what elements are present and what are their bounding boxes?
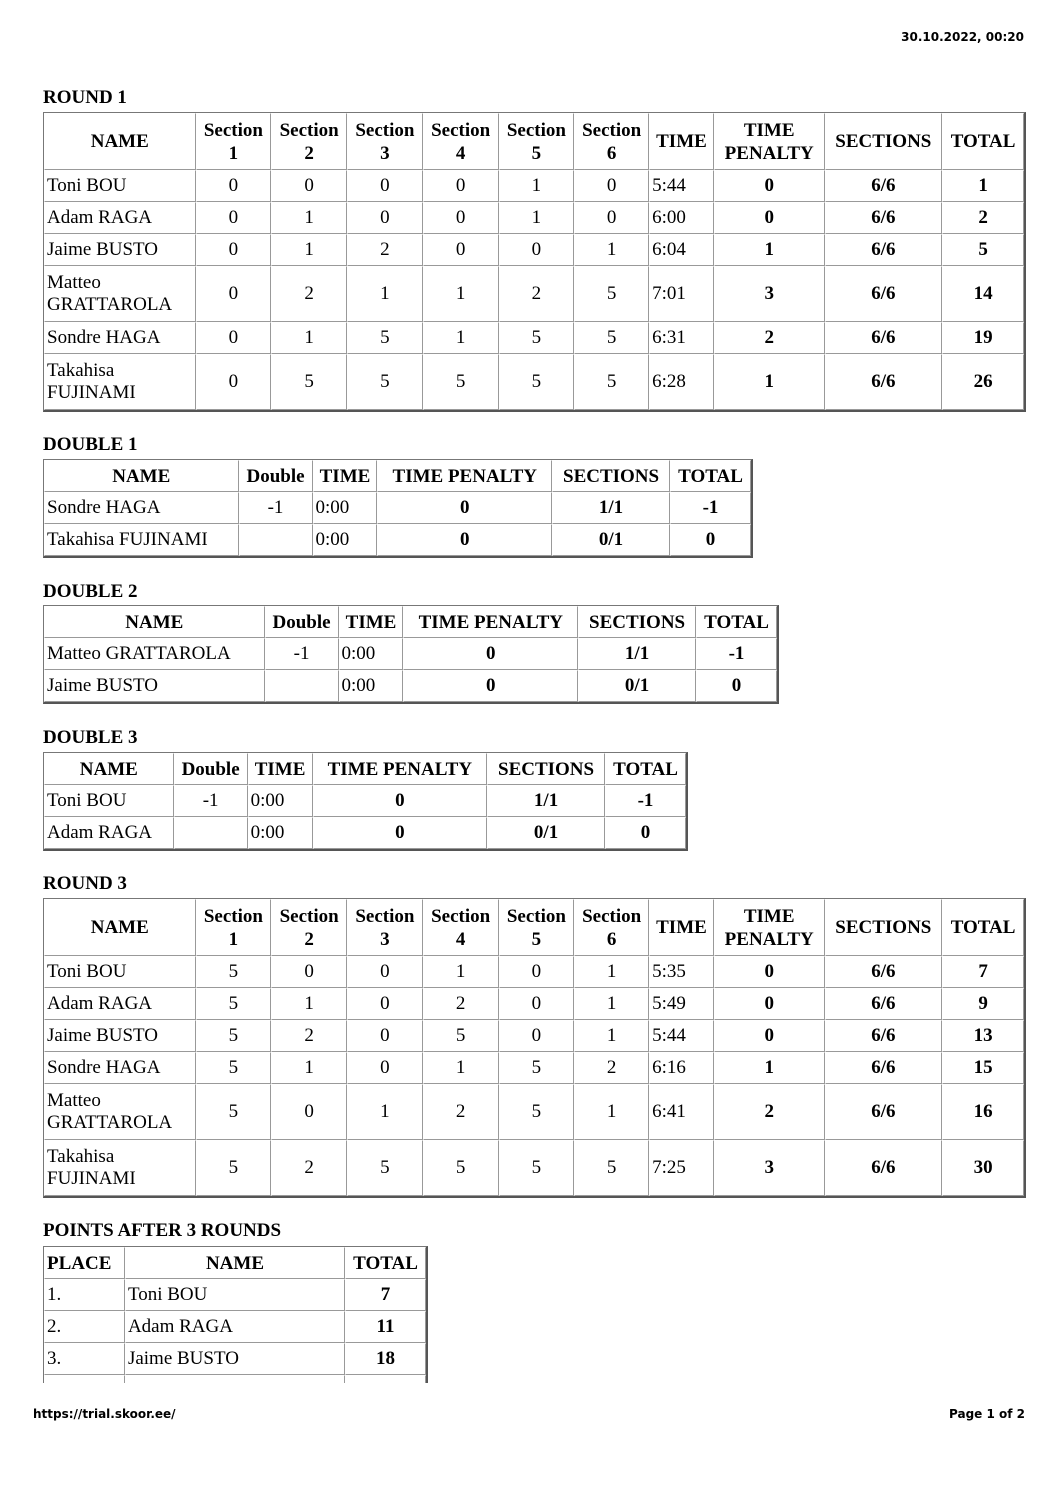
time-penalty-value: 1 [714, 1052, 825, 1084]
table-row [44, 956, 1024, 988]
time-value: 6:41 [649, 1084, 714, 1140]
section-4-score: 5 [423, 1020, 499, 1052]
double2-header-row [44, 606, 777, 638]
round1-table [43, 112, 1026, 412]
rider-name: Jaime BUSTO [44, 670, 265, 702]
sections-value: 1/1 [487, 785, 605, 817]
table-row [44, 170, 1024, 202]
col-place-header: PLACE [44, 1247, 125, 1279]
section-5-score: 5 [499, 1140, 575, 1196]
section-1-score: 0 [196, 354, 272, 410]
col-section-5-header: Section 5 [499, 899, 575, 956]
table-row [44, 817, 686, 849]
time-value: 5:44 [649, 170, 714, 202]
total-value: 16 [942, 1084, 1024, 1140]
section-5-score: 0 [499, 956, 575, 988]
total-value: 11 [345, 1311, 426, 1343]
table-row [44, 1279, 426, 1311]
sections-value: 6/6 [825, 266, 943, 322]
rider-name: Adam RAGA [125, 1311, 345, 1343]
section-2-score: 0 [271, 170, 347, 202]
double-value: -1 [239, 492, 313, 524]
sections-value: 6/6 [825, 956, 943, 988]
rider-name: Takahisa FUJINAMI [44, 524, 239, 556]
rider-name: Jaime BUSTO [44, 234, 196, 266]
section-4-score: 0 [423, 202, 499, 234]
section-5-score: 0 [499, 234, 575, 266]
section-2-score: 1 [271, 234, 347, 266]
col-total-header: TOTAL [670, 460, 751, 492]
col-section-1-header: Section 1 [196, 113, 272, 170]
rider-name: Takahisa FUJINAMI [44, 354, 196, 410]
col-time-penalty-header: TIME PENALTY [403, 606, 578, 638]
double2-table [43, 605, 779, 704]
rider-name: Sondre HAGA [44, 1052, 196, 1084]
rider-name: Adam RAGA [44, 202, 196, 234]
section-6-score: 5 [574, 266, 649, 322]
section-1-score: 0 [196, 322, 272, 354]
time-value: 0:00 [339, 638, 404, 670]
rider-name: Toni BOU [44, 170, 196, 202]
col-total-header: TOTAL [942, 899, 1024, 956]
time-value: 5:35 [649, 956, 714, 988]
place-value: 1. [44, 1279, 125, 1311]
col-total-header: TOTAL [605, 753, 686, 785]
section-4-score: 1 [423, 322, 499, 354]
double1-header-row [44, 460, 751, 492]
table-row [44, 1052, 1024, 1084]
time-penalty-value: 2 [714, 322, 825, 354]
col-section-6-header: Section 6 [574, 113, 649, 170]
table-row [44, 202, 1024, 234]
section-3-score: 0 [347, 988, 423, 1020]
place-value: 2. [44, 1311, 125, 1343]
section-4-score: 1 [423, 1052, 499, 1084]
rider-name: Takahisa FUJINAMI [44, 1140, 196, 1196]
section-3-score: 1 [347, 266, 423, 322]
section-5-score: 5 [499, 1052, 575, 1084]
col-time-penalty-header: TIME PENALTY [714, 899, 825, 956]
time-value: 6:28 [649, 354, 714, 410]
col-section-1-header: Section 1 [196, 899, 272, 956]
section-5-score: 1 [499, 170, 575, 202]
col-double-header: Double [174, 753, 248, 785]
rider-name: Adam RAGA [44, 817, 174, 849]
total-value: 13 [942, 1020, 1024, 1052]
time-value: 7:01 [649, 266, 714, 322]
col-time-header: TIME [248, 753, 313, 785]
table-row [44, 670, 777, 702]
section-5-score: 5 [499, 322, 575, 354]
table-row [44, 322, 1024, 354]
section-6-score: 1 [574, 956, 649, 988]
section-6-score: 0 [574, 170, 649, 202]
section-5-score: 5 [499, 354, 575, 410]
table-row [44, 524, 751, 556]
section-3-score: 0 [347, 202, 423, 234]
col-total-header: TOTAL [345, 1247, 426, 1279]
rider-name: Adam RAGA [44, 988, 196, 1020]
col-double-header: Double [265, 606, 339, 638]
sections-value: 6/6 [825, 1140, 943, 1196]
total-value: 0 [605, 817, 686, 849]
total-value: 18 [345, 1343, 426, 1375]
table-row [44, 1343, 426, 1375]
time-penalty-value: 1 [714, 354, 825, 410]
section-4-score: 2 [423, 988, 499, 1020]
section-3-score: 2 [347, 234, 423, 266]
col-time-penalty-header: TIME PENALTY [714, 113, 825, 170]
time-penalty-value: 0 [714, 170, 825, 202]
col-double-header: Double [239, 460, 313, 492]
section-6-score: 0 [574, 202, 649, 234]
col-time-header: TIME [649, 113, 714, 170]
table-row [44, 1084, 1024, 1140]
section-1-score: 5 [196, 988, 272, 1020]
section-4-score: 0 [423, 234, 499, 266]
section-1-score: 0 [196, 170, 272, 202]
col-section-3-header: Section 3 [347, 899, 423, 956]
section-5-score: 2 [499, 266, 575, 322]
double2-title: DOUBLE 2 [43, 581, 138, 602]
section-4-score: 0 [423, 170, 499, 202]
points-header-row [44, 1247, 426, 1279]
col-time-penalty-header: TIME PENALTY [377, 460, 552, 492]
sections-value: 6/6 [825, 170, 943, 202]
total-value: 14 [942, 266, 1024, 322]
time-penalty-value: 0 [377, 524, 552, 556]
col-name-header: NAME [44, 460, 239, 492]
section-3-score: 1 [347, 1084, 423, 1140]
col-name-header: NAME [44, 606, 265, 638]
col-section-6-header: Section 6 [574, 899, 649, 956]
sections-value: 0/1 [487, 817, 605, 849]
time-penalty-value: 0 [714, 1020, 825, 1052]
empty-cell [345, 1375, 426, 1383]
section-6-score: 1 [574, 1084, 649, 1140]
time-value: 6:31 [649, 322, 714, 354]
table-row [44, 354, 1024, 410]
time-penalty-value: 0 [714, 202, 825, 234]
time-penalty-value: 0 [403, 670, 578, 702]
total-value: 5 [942, 234, 1024, 266]
section-6-score: 1 [574, 988, 649, 1020]
double-value [239, 524, 313, 556]
col-sections-header: SECTIONS [825, 899, 943, 956]
total-value: 26 [942, 354, 1024, 410]
section-2-score: 1 [271, 322, 347, 354]
col-total-header: TOTAL [696, 606, 777, 638]
sections-value: 6/6 [825, 1020, 943, 1052]
sections-value: 6/6 [825, 234, 943, 266]
total-value: 9 [942, 988, 1024, 1020]
section-5-score: 1 [499, 202, 575, 234]
points-table [43, 1246, 428, 1383]
sections-value: 6/6 [825, 1084, 943, 1140]
time-penalty-value: 0 [714, 956, 825, 988]
round3-title: ROUND 3 [43, 873, 127, 894]
col-sections-header: SECTIONS [487, 753, 605, 785]
sections-value: 0/1 [552, 524, 670, 556]
section-6-score: 5 [574, 1140, 649, 1196]
print-datetime: 30.10.2022, 00:20 [901, 30, 1024, 44]
double-value: -1 [265, 638, 339, 670]
total-value: 7 [345, 1279, 426, 1311]
section-3-score: 0 [347, 170, 423, 202]
time-penalty-value: 0 [377, 492, 552, 524]
time-value: 0:00 [248, 785, 313, 817]
time-value: 6:04 [649, 234, 714, 266]
section-6-score: 1 [574, 234, 649, 266]
total-value: 1 [942, 170, 1024, 202]
time-value: 7:25 [649, 1140, 714, 1196]
total-value: 7 [942, 956, 1024, 988]
footer-url: https://trial.skoor.ee/ [33, 1407, 176, 1421]
table-row [44, 1020, 1024, 1052]
time-penalty-value: 0 [403, 638, 578, 670]
table-row [44, 266, 1024, 322]
section-1-score: 5 [196, 1020, 272, 1052]
col-section-5-header: Section 5 [499, 113, 575, 170]
empty-cell [125, 1375, 345, 1383]
rider-name: Jaime BUSTO [44, 1020, 196, 1052]
col-section-4-header: Section 4 [423, 113, 499, 170]
section-6-score: 2 [574, 1052, 649, 1084]
double1-table [43, 459, 753, 558]
section-1-score: 5 [196, 956, 272, 988]
total-value: 0 [670, 524, 751, 556]
time-penalty-value: 3 [714, 1140, 825, 1196]
section-1-score: 5 [196, 1052, 272, 1084]
total-value: -1 [670, 492, 751, 524]
rider-name: Toni BOU [44, 956, 196, 988]
section-6-score: 5 [574, 354, 649, 410]
section-2-score: 2 [271, 266, 347, 322]
col-sections-header: SECTIONS [552, 460, 670, 492]
footer-page-number: Page 1 of 2 [949, 1407, 1025, 1421]
col-name-header: NAME [125, 1247, 345, 1279]
table-row [44, 492, 751, 524]
col-name-header: NAME [44, 899, 196, 956]
rider-name: Jaime BUSTO [125, 1343, 345, 1375]
section-4-score: 5 [423, 354, 499, 410]
section-1-score: 5 [196, 1084, 272, 1140]
time-value: 6:16 [649, 1052, 714, 1084]
section-3-score: 5 [347, 354, 423, 410]
sections-value: 6/6 [825, 322, 943, 354]
section-4-score: 2 [423, 1084, 499, 1140]
section-2-score: 1 [271, 202, 347, 234]
sections-value: 6/6 [825, 354, 943, 410]
sections-value: 0/1 [578, 670, 696, 702]
sections-value: 6/6 [825, 1052, 943, 1084]
sections-value: 6/6 [825, 202, 943, 234]
double3-header-row [44, 753, 686, 785]
time-penalty-value: 0 [313, 817, 488, 849]
section-1-score: 0 [196, 202, 272, 234]
time-value: 6:00 [649, 202, 714, 234]
time-value: 5:44 [649, 1020, 714, 1052]
section-3-score: 0 [347, 956, 423, 988]
col-time-header: TIME [339, 606, 404, 638]
time-value: 5:49 [649, 988, 714, 1020]
section-3-score: 0 [347, 1052, 423, 1084]
section-3-score: 5 [347, 1140, 423, 1196]
rider-name: Sondre HAGA [44, 322, 196, 354]
section-2-score: 2 [271, 1140, 347, 1196]
col-time-header: TIME [313, 460, 378, 492]
section-5-score: 0 [499, 988, 575, 1020]
table-row [44, 1140, 1024, 1196]
col-section-2-header: Section 2 [271, 899, 347, 956]
double-value: -1 [174, 785, 248, 817]
col-sections-header: SECTIONS [578, 606, 696, 638]
rider-name: Matteo GRATTAROLA [44, 1084, 196, 1140]
time-penalty-value: 0 [714, 988, 825, 1020]
col-section-3-header: Section 3 [347, 113, 423, 170]
time-penalty-value: 0 [313, 785, 488, 817]
sections-value: 6/6 [825, 988, 943, 1020]
table-row [44, 234, 1024, 266]
table-row-cutoff [44, 1375, 426, 1383]
col-time-penalty-header: TIME PENALTY [313, 753, 488, 785]
rider-name: Sondre HAGA [44, 492, 239, 524]
double-value [174, 817, 248, 849]
place-value: 3. [44, 1343, 125, 1375]
time-value: 0:00 [339, 670, 404, 702]
section-2-score: 0 [271, 956, 347, 988]
rider-name: Toni BOU [44, 785, 174, 817]
total-value: 2 [942, 202, 1024, 234]
empty-cell [44, 1375, 125, 1383]
col-total-header: TOTAL [942, 113, 1024, 170]
rider-name: Matteo GRATTAROLA [44, 266, 196, 322]
col-section-4-header: Section 4 [423, 899, 499, 956]
time-penalty-value: 3 [714, 266, 825, 322]
section-1-score: 0 [196, 234, 272, 266]
section-4-score: 1 [423, 956, 499, 988]
total-value: 30 [942, 1140, 1024, 1196]
section-6-score: 1 [574, 1020, 649, 1052]
section-6-score: 5 [574, 322, 649, 354]
section-2-score: 1 [271, 1052, 347, 1084]
total-value: 15 [942, 1052, 1024, 1084]
round3-header-row [44, 899, 1024, 956]
col-time-header: TIME [649, 899, 714, 956]
sections-value: 1/1 [552, 492, 670, 524]
rider-name: Toni BOU [125, 1279, 345, 1311]
round1-title: ROUND 1 [43, 87, 127, 108]
table-row [44, 785, 686, 817]
time-value: 0:00 [313, 492, 378, 524]
table-row [44, 988, 1024, 1020]
col-sections-header: SECTIONS [825, 113, 943, 170]
time-value: 0:00 [313, 524, 378, 556]
section-4-score: 5 [423, 1140, 499, 1196]
section-5-score: 0 [499, 1020, 575, 1052]
col-section-2-header: Section 2 [271, 113, 347, 170]
double3-table [43, 752, 688, 851]
section-2-score: 0 [271, 1084, 347, 1140]
col-name-header: NAME [44, 113, 196, 170]
section-3-score: 0 [347, 1020, 423, 1052]
section-1-score: 5 [196, 1140, 272, 1196]
time-penalty-value: 2 [714, 1084, 825, 1140]
points-title: POINTS AFTER 3 ROUNDS [43, 1220, 282, 1241]
rider-name: Matteo GRATTAROLA [44, 638, 265, 670]
total-value: 19 [942, 322, 1024, 354]
col-name-header: NAME [44, 753, 174, 785]
section-5-score: 5 [499, 1084, 575, 1140]
sections-value: 1/1 [578, 638, 696, 670]
section-2-score: 1 [271, 988, 347, 1020]
section-3-score: 5 [347, 322, 423, 354]
points-table-clip [43, 1246, 433, 1383]
table-row [44, 1311, 426, 1343]
time-value: 0:00 [248, 817, 313, 849]
section-2-score: 5 [271, 354, 347, 410]
round1-header-row [44, 113, 1024, 170]
time-penalty-value: 1 [714, 234, 825, 266]
total-value: 0 [696, 670, 777, 702]
round3-table [43, 898, 1026, 1198]
double3-title: DOUBLE 3 [43, 727, 138, 748]
section-2-score: 2 [271, 1020, 347, 1052]
double-value [265, 670, 339, 702]
total-value: -1 [605, 785, 686, 817]
section-1-score: 0 [196, 266, 272, 322]
section-4-score: 1 [423, 266, 499, 322]
total-value: -1 [696, 638, 777, 670]
double1-title: DOUBLE 1 [43, 434, 138, 455]
table-row [44, 638, 777, 670]
